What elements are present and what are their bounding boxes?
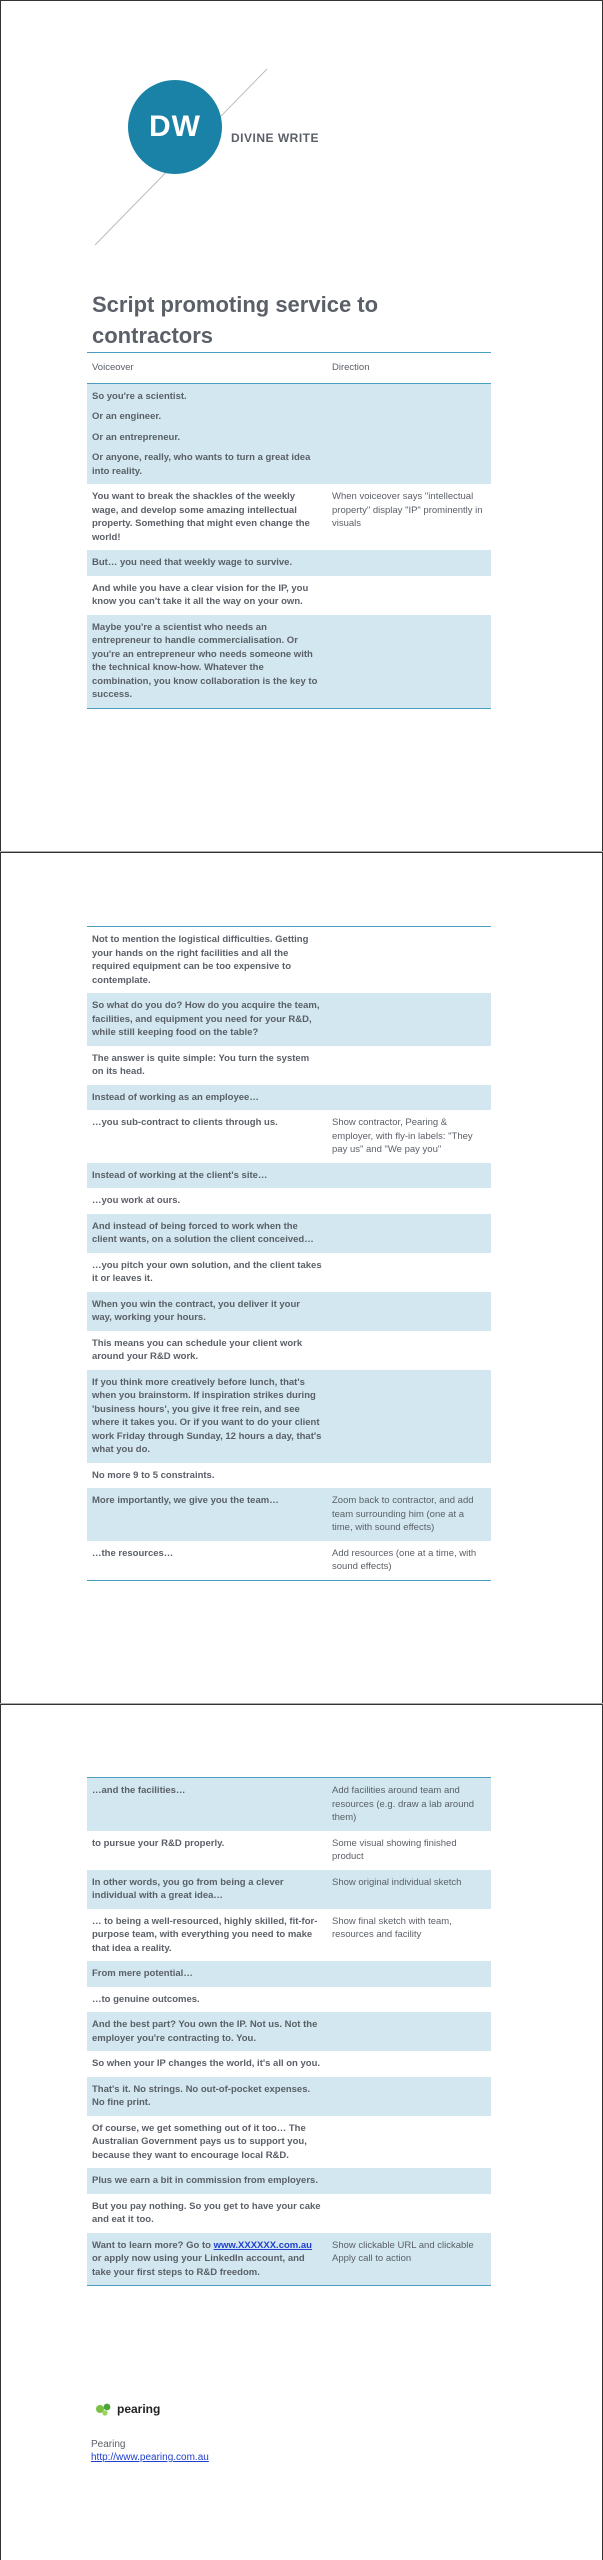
direction-cell: Show clickable URL and clickable Apply call to action xyxy=(327,2233,491,2286)
voiceover-line: You want to break the shackles of the weekly wage, and develop some amazing intellectual property. Something that might even change the world! xyxy=(92,491,310,543)
voiceover-cell: If you think more creatively before lunch, that's when you brainstorm. If inspiration strikes during 'business hours', you give it free rein, and see where it takes you. Or if you want to do your client work Friday through Sunday, 12 hours a day, that's what you do. xyxy=(87,1370,327,1463)
direction-cell: Show original individual sketch xyxy=(327,1870,491,1909)
script-table-page-3 xyxy=(87,1777,491,2286)
voiceover-cell: Of course, we get something out of it too… The Australian Government pays us to support you, because they want to encourage local R&D. xyxy=(92,2122,307,2161)
script-row xyxy=(87,1987,491,2013)
voiceover-line: Or anyone, really, who wants to turn a great idea into reality. xyxy=(92,452,311,477)
voiceover-cell: Instead of working at the client's site… xyxy=(87,1163,327,1189)
voiceover-cell: From mere potential… xyxy=(87,1961,327,1987)
script-row xyxy=(87,1778,491,1831)
script-row xyxy=(87,1163,491,1189)
voiceover-cell: When you win the contract, you deliver it your way, working your hours. xyxy=(87,1292,327,1331)
voiceover-cell xyxy=(87,576,327,615)
voiceover-cell xyxy=(87,2233,327,2286)
direction-cell xyxy=(327,2168,491,2194)
direction-cell xyxy=(327,1292,491,1331)
voiceover-line: Or an entrepreneur. xyxy=(92,431,181,443)
pearing-logo xyxy=(94,2401,160,2417)
direction-cell: Add facilities around team and resources (e.g. draw a lab around them) xyxy=(327,1778,491,1831)
direction-cell xyxy=(327,1463,491,1489)
voiceover-cell: So what do you do? How do you acquire the team, facilities, and equipment you need for your R&D, while still keeping food on the table? xyxy=(87,993,327,1046)
voiceover-cell: More importantly, we give you the team… xyxy=(87,1488,327,1541)
voiceover-cell: Plus we earn a bit in commission from employers. xyxy=(87,2168,327,2194)
voiceover-cell xyxy=(87,484,327,550)
script-row xyxy=(87,1331,491,1370)
voiceover-cell: But you pay nothing. So you get to have your cake and eat it too. xyxy=(92,2200,321,2225)
script-row xyxy=(87,1831,491,1870)
script-row xyxy=(87,2168,491,2194)
direction-cell: When voiceover says "intellectual property" display "IP" prominently in visuals xyxy=(332,491,483,529)
script-row xyxy=(87,576,491,615)
direction-cell xyxy=(327,927,491,994)
voiceover-cell: No more 9 to 5 constraints. xyxy=(92,1469,215,1481)
header-direction: Direction xyxy=(327,353,491,384)
script-row xyxy=(87,2194,491,2233)
direction-cell xyxy=(327,2077,491,2116)
script-row xyxy=(87,1463,491,1489)
voiceover-cell xyxy=(87,615,327,709)
direction-cell xyxy=(327,2012,491,2051)
script-row xyxy=(87,1370,491,1463)
voiceover-cell: Instead of working as an employee… xyxy=(87,1085,327,1111)
script-row xyxy=(87,1253,491,1292)
direction-cell: Zoom back to contractor, and add team surrounding him (one at a time, with sound effects) xyxy=(327,1488,491,1541)
brand-logo-circle: DW xyxy=(128,80,222,174)
voiceover-cell: … to being a well-resourced, highly skilled, fit-for-purpose team, with everything you need to make that idea a reality. xyxy=(92,1915,318,1954)
header-voiceover: Voiceover xyxy=(87,353,327,384)
voiceover-line: Maybe you're a scientist who needs an entrepreneur to handle commercialisation. Or you're an entrepreneur who needs someone with the technical know-how. Whatever the combination, you know collaboration is the key to success. xyxy=(92,621,318,700)
document-title: Script promoting service to contractors xyxy=(92,292,379,348)
script-table-page-1 xyxy=(87,352,491,709)
page-1 xyxy=(0,0,603,852)
pearing-wordmark: pearing xyxy=(117,2402,161,2416)
voiceover-line: But… you need that weekly wage to survive. xyxy=(92,557,293,568)
voiceover-cell: …you pitch your own solution, and the client takes it or leaves it. xyxy=(92,1259,322,1284)
script-row xyxy=(87,1870,491,1909)
direction-cell xyxy=(327,1253,491,1292)
pearing-leaf-icon xyxy=(94,2401,114,2417)
voiceover-cell: Not to mention the logistical difficulties. Getting your hands on the right facilities and all the required equipment can be too expensive to contemplate. xyxy=(92,934,309,986)
direction-cell xyxy=(327,1046,491,1085)
script-row xyxy=(87,1292,491,1331)
direction-cell xyxy=(327,1085,491,1111)
voiceover-cell: And instead of being forced to work when the client wants, on a solution the client conceived… xyxy=(87,1214,327,1253)
voiceover-line: So you're a scientist. xyxy=(92,390,187,402)
cta-text-post: or apply now using your LinkedIn account, and take your first steps to R&D freedom. xyxy=(92,2253,305,2278)
direction-cell xyxy=(327,2051,491,2077)
script-row xyxy=(87,2077,491,2116)
script-row xyxy=(87,1909,491,1962)
footer-website-link[interactable]: http://www.pearing.com.au xyxy=(91,2452,209,2463)
script-row xyxy=(87,1214,491,1253)
direction-cell xyxy=(327,550,491,576)
script-row xyxy=(87,2051,491,2077)
brand-name: DIVINE WRITE xyxy=(231,131,320,145)
voiceover-cell: The answer is quite simple: You turn the system on its head. xyxy=(92,1052,310,1077)
direction-cell xyxy=(327,615,491,709)
script-row xyxy=(87,615,491,709)
voiceover-cell: …you work at ours. xyxy=(92,1195,181,1206)
voiceover-cell: …to genuine outcomes. xyxy=(92,1993,200,2005)
script-row xyxy=(87,1488,491,1541)
script-row xyxy=(87,2116,491,2169)
script-row xyxy=(87,2012,491,2051)
script-row xyxy=(87,1046,491,1085)
cta-text-pre: Want to learn more? Go to xyxy=(92,2239,214,2251)
direction-cell: Show final sketch with team, resources and facility xyxy=(332,1915,452,1940)
script-row xyxy=(87,550,491,576)
direction-cell xyxy=(327,1188,491,1214)
direction-cell: Add resources (one at a time, with sound effects) xyxy=(332,1547,477,1572)
direction-cell xyxy=(327,1214,491,1253)
page-3 xyxy=(0,1704,603,2560)
script-table-page-2 xyxy=(87,926,491,1581)
voiceover-cell: That's it. No strings. No out-of-pocket expenses. No fine print. xyxy=(87,2077,327,2116)
script-row xyxy=(87,1961,491,1987)
script-row xyxy=(87,1188,491,1214)
direction-cell xyxy=(327,1961,491,1987)
table-header-row xyxy=(87,353,491,384)
direction-cell xyxy=(327,2116,491,2169)
page-separator xyxy=(0,1703,603,1704)
script-row xyxy=(87,1541,491,1581)
direction-cell xyxy=(327,1370,491,1463)
direction-cell xyxy=(327,993,491,1046)
script-row xyxy=(87,484,491,550)
direction-cell xyxy=(327,1163,491,1189)
voiceover-cell: This means you can schedule your client work around your R&D work. xyxy=(92,1337,303,1362)
voiceover-cell: So when your IP changes the world, it's all on you. xyxy=(92,2058,321,2069)
page-2 xyxy=(0,852,603,1704)
direction-cell xyxy=(327,576,491,615)
voiceover-cell: …and the facilities… xyxy=(87,1778,327,1831)
script-row xyxy=(87,1085,491,1111)
direction-cell xyxy=(327,2194,491,2233)
script-row xyxy=(87,1110,491,1163)
script-row xyxy=(87,927,491,994)
script-row-cta xyxy=(87,2233,491,2286)
direction-cell xyxy=(327,1987,491,2013)
footer-company-name: Pearing xyxy=(91,2439,126,2450)
script-row xyxy=(87,383,491,484)
direction-cell: Show contractor, Pearing & employer, with fly-in labels: "They pay us" and "We pay you" xyxy=(332,1117,473,1155)
voiceover-cell xyxy=(87,550,327,576)
voiceover-cell: And the best part? You own the IP. Not us. Not the employer you're contracting to. You. xyxy=(87,2012,327,2051)
direction-cell xyxy=(327,1331,491,1370)
page-separator xyxy=(0,851,603,852)
direction-cell xyxy=(327,383,491,484)
direction-cell: Some visual showing finished product xyxy=(332,1837,457,1862)
voiceover-line: Or an engineer. xyxy=(92,411,162,422)
voiceover-cell: …you sub-contract to clients through us. xyxy=(92,1117,278,1128)
voiceover-cell: …the resources… xyxy=(92,1547,174,1559)
voiceover-line: And while you have a clear vision for the IP, you know you can't take it all the way on your own. xyxy=(92,582,309,607)
voiceover-cell: In other words, you go from being a clever individual with a great idea… xyxy=(87,1870,327,1909)
cta-url-link[interactable]: www.XXXXXX.com.au xyxy=(213,2239,312,2251)
voiceover-cell xyxy=(87,383,327,484)
voiceover-cell: to pursue your R&D properly. xyxy=(92,1837,225,1849)
script-row xyxy=(87,993,491,1046)
